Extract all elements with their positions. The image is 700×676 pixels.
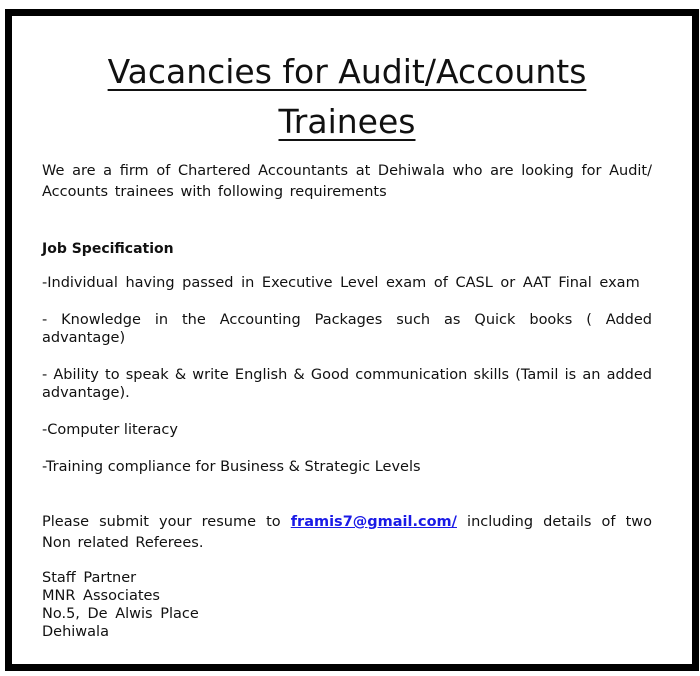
submit-text-before: Please submit your resume to [42, 514, 291, 530]
title-line-2: Trainees [278, 102, 416, 141]
document-frame [5, 9, 699, 671]
spec-item-communication: - Ability to speak & write English & Good communication skills (Tamil is an added advantage). [42, 367, 652, 401]
contact-street: No.5, De Alwis Place [42, 606, 199, 622]
contact-block [42, 569, 652, 641]
submit-text-after: including details of two Non related Referees. [42, 514, 653, 551]
contact-firm: MNR Associates [42, 588, 160, 604]
submit-paragraph [42, 512, 652, 554]
spec-item-accounting-packages: - Knowledge in the Accounting Packages such as Quick books ( Added advantage) [42, 312, 652, 346]
contact-city: Dehiwala [42, 624, 109, 640]
spec-item-computer-literacy: -Computer literacy [42, 422, 178, 438]
job-specification-heading: Job Specification [42, 241, 174, 257]
document-body [42, 16, 652, 641]
intro-paragraph: We are a firm of Chartered Accountants at Dehiwala who are looking for Audit/ Accounts trainees with following requirements [42, 163, 652, 200]
spec-item-training-compliance: -Training compliance for Business & Strategic Levels [42, 459, 421, 475]
spec-item-exam: -Individual having passed in Executive Level exam of CASL or AAT Final exam [42, 275, 640, 291]
title-line-1: Vacancies for Audit/Accounts [107, 52, 587, 91]
page-title [42, 16, 652, 147]
contact-role: Staff Partner [42, 570, 137, 586]
email-link[interactable]: framis7@gmail.com/ [290, 514, 457, 530]
